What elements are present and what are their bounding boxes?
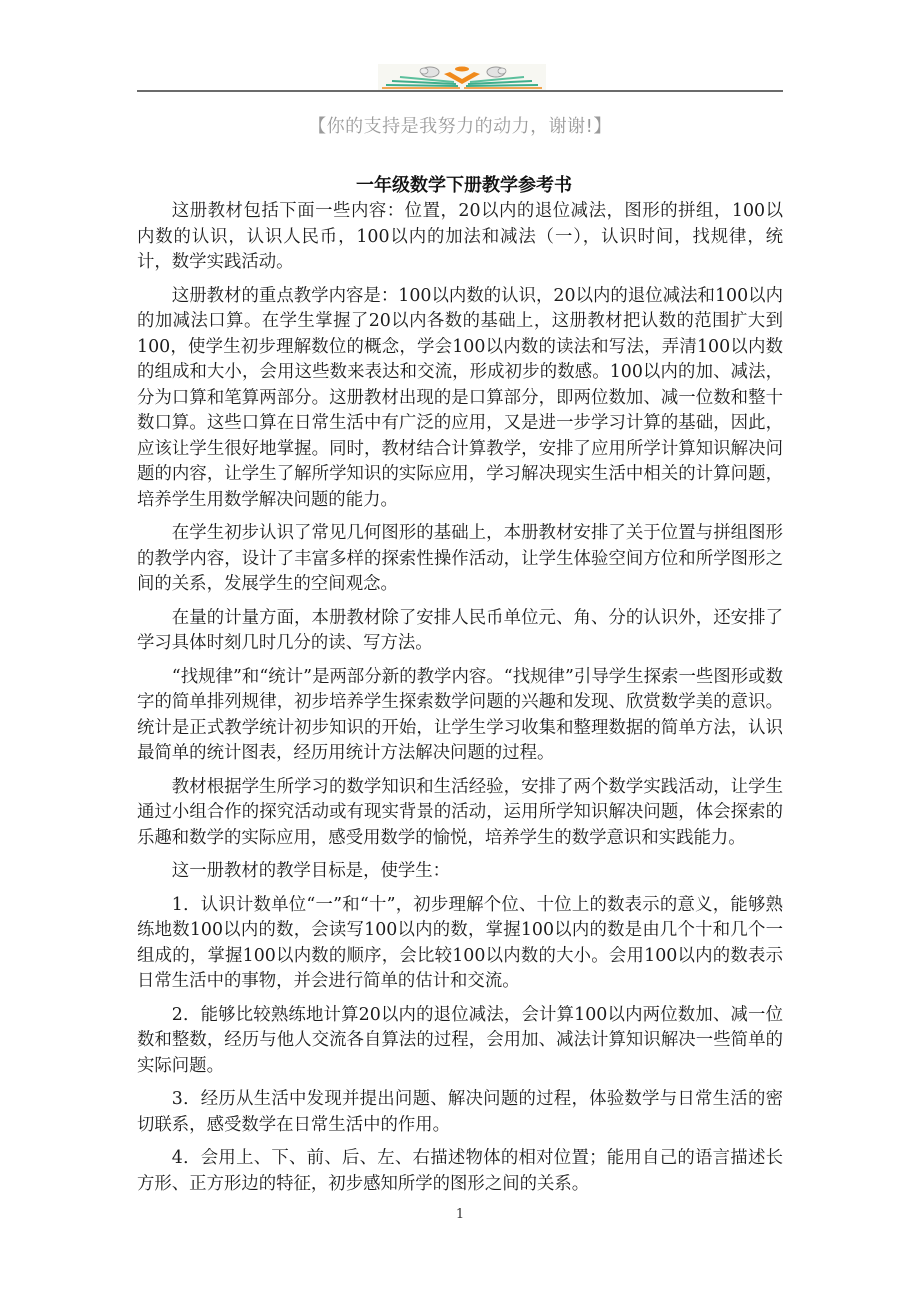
page-number: 1 xyxy=(455,1207,465,1222)
paragraph-practice-activities: 教材根据学生所学习的数学知识和生活经验，安排了两个数学实践活动，让学生通过小组合作的探究活动或有现实背景的活动，运用所学知识解决问题，体会探索的乐趣和数学的实际应用，感受用数学的愉悦，培养学生的数学意识和实践能力。 xyxy=(137,776,783,848)
paragraph-contents: 这册教材包括下面一些内容：位置，20以内的退位减法，图形的拼组，100以内数的认识，认识人民币，100以内的加法和减法（一），认识时间，找规律，统计，数学实践活动。 xyxy=(137,201,783,272)
document-body xyxy=(137,199,783,1205)
goal-item-4: 4．会用上、下、前、后、左、右描述物体的相对位置；能用自己的语言描述长方形、正方形边的特征，初步感知所学的图形之间的关系。 xyxy=(137,1148,783,1194)
paragraph-key-content: 这册教材的重点教学内容是：100以内数的认识，20以内的退位减法和100以内的加减法口算。在学生掌握了20以内各数的基础上，这册教材把认数的范围扩大到100，使学生初步理解数位的概念，学会100以内数的读法和写法，弄清100以内数的组成和大小，会用这些数来表达和交流，形成初步的数感。100以内的加、减法，分为口算和笔算两部分。这册教材出现的是口算部分，即两位数加、减一位数和整十数口算。这些口算在日常生活中有广泛的应用，又是进一步学习计算的基础，因此，应该让学生很好地掌握。同时，教材结合计算教学，安排了应用所学计算知识解决问题的内容，让学生了解所学知识的实际应用，学习解决现实生活中相关的计算问题，培养学生用数学解决问题的能力。 xyxy=(137,285,783,510)
paragraph-goals-intro: 这一册教材的教学目标是，使学生： xyxy=(171,861,451,881)
support-slogan: 【你的支持是我努力的动力，谢谢!】 xyxy=(308,116,612,137)
header-divider xyxy=(137,90,783,92)
goal-item-2: 2．能够比较熟练地计算20以内的退位减法，会计算100以内两位数加、减一位数和整数，经历与他人交流各自算法的过程，会用加、减法计算知识解决一些简单的实际问题。 xyxy=(137,1004,783,1076)
goal-item-3: 3．经历从生活中发现并提出问题、解决问题的过程，体验数学与日常生活的密切联系，感受数学在日常生活中的作用。 xyxy=(137,1089,783,1135)
goal-item-1: 1．认识计数单位“一”和“十”，初步理解个位、十位上的数表示的意义，能够熟练地数100以内的数，会读写100以内的数，掌握100以内的数是由几个十和几个一组成的，掌握100以内数的顺序，会比较100以内数的大小。会用100以内的数表示日常生活中的事物，并会进行简单的估计和交流。 xyxy=(137,894,783,991)
paragraph-patterns-statistics: “找规律”和“统计”是两部分新的教学内容。“找规律”引导学生探索一些图形或数字的简单排列规律，初步培养学生探索数学问题的兴趣和发现、欣赏数学美的意识。统计是正式教学统计初步知识的开始，让学生学习收集和整理数据的简单方法，认识最简单的统计图表，经历用统计方法解决问题的过程。 xyxy=(137,666,783,763)
paragraph-measurement: 在量的计量方面，本册教材除了安排人民币单位元、角、分的认识外，还安排了学习具体时刻几时几分的读、写方法。 xyxy=(137,607,783,653)
document-title: 一年级数学下册教学参考书 xyxy=(356,175,572,196)
paragraph-geometry: 在学生初步认识了常见几何图形的基础上，本册教材安排了关于位置与拼组图形的教学内容，设计了丰富多样的探索性操作活动，让学生体验空间方位和所学图形之间的关系，发展学生的空间观念。 xyxy=(137,523,783,594)
open-book-logo-icon xyxy=(378,64,546,90)
